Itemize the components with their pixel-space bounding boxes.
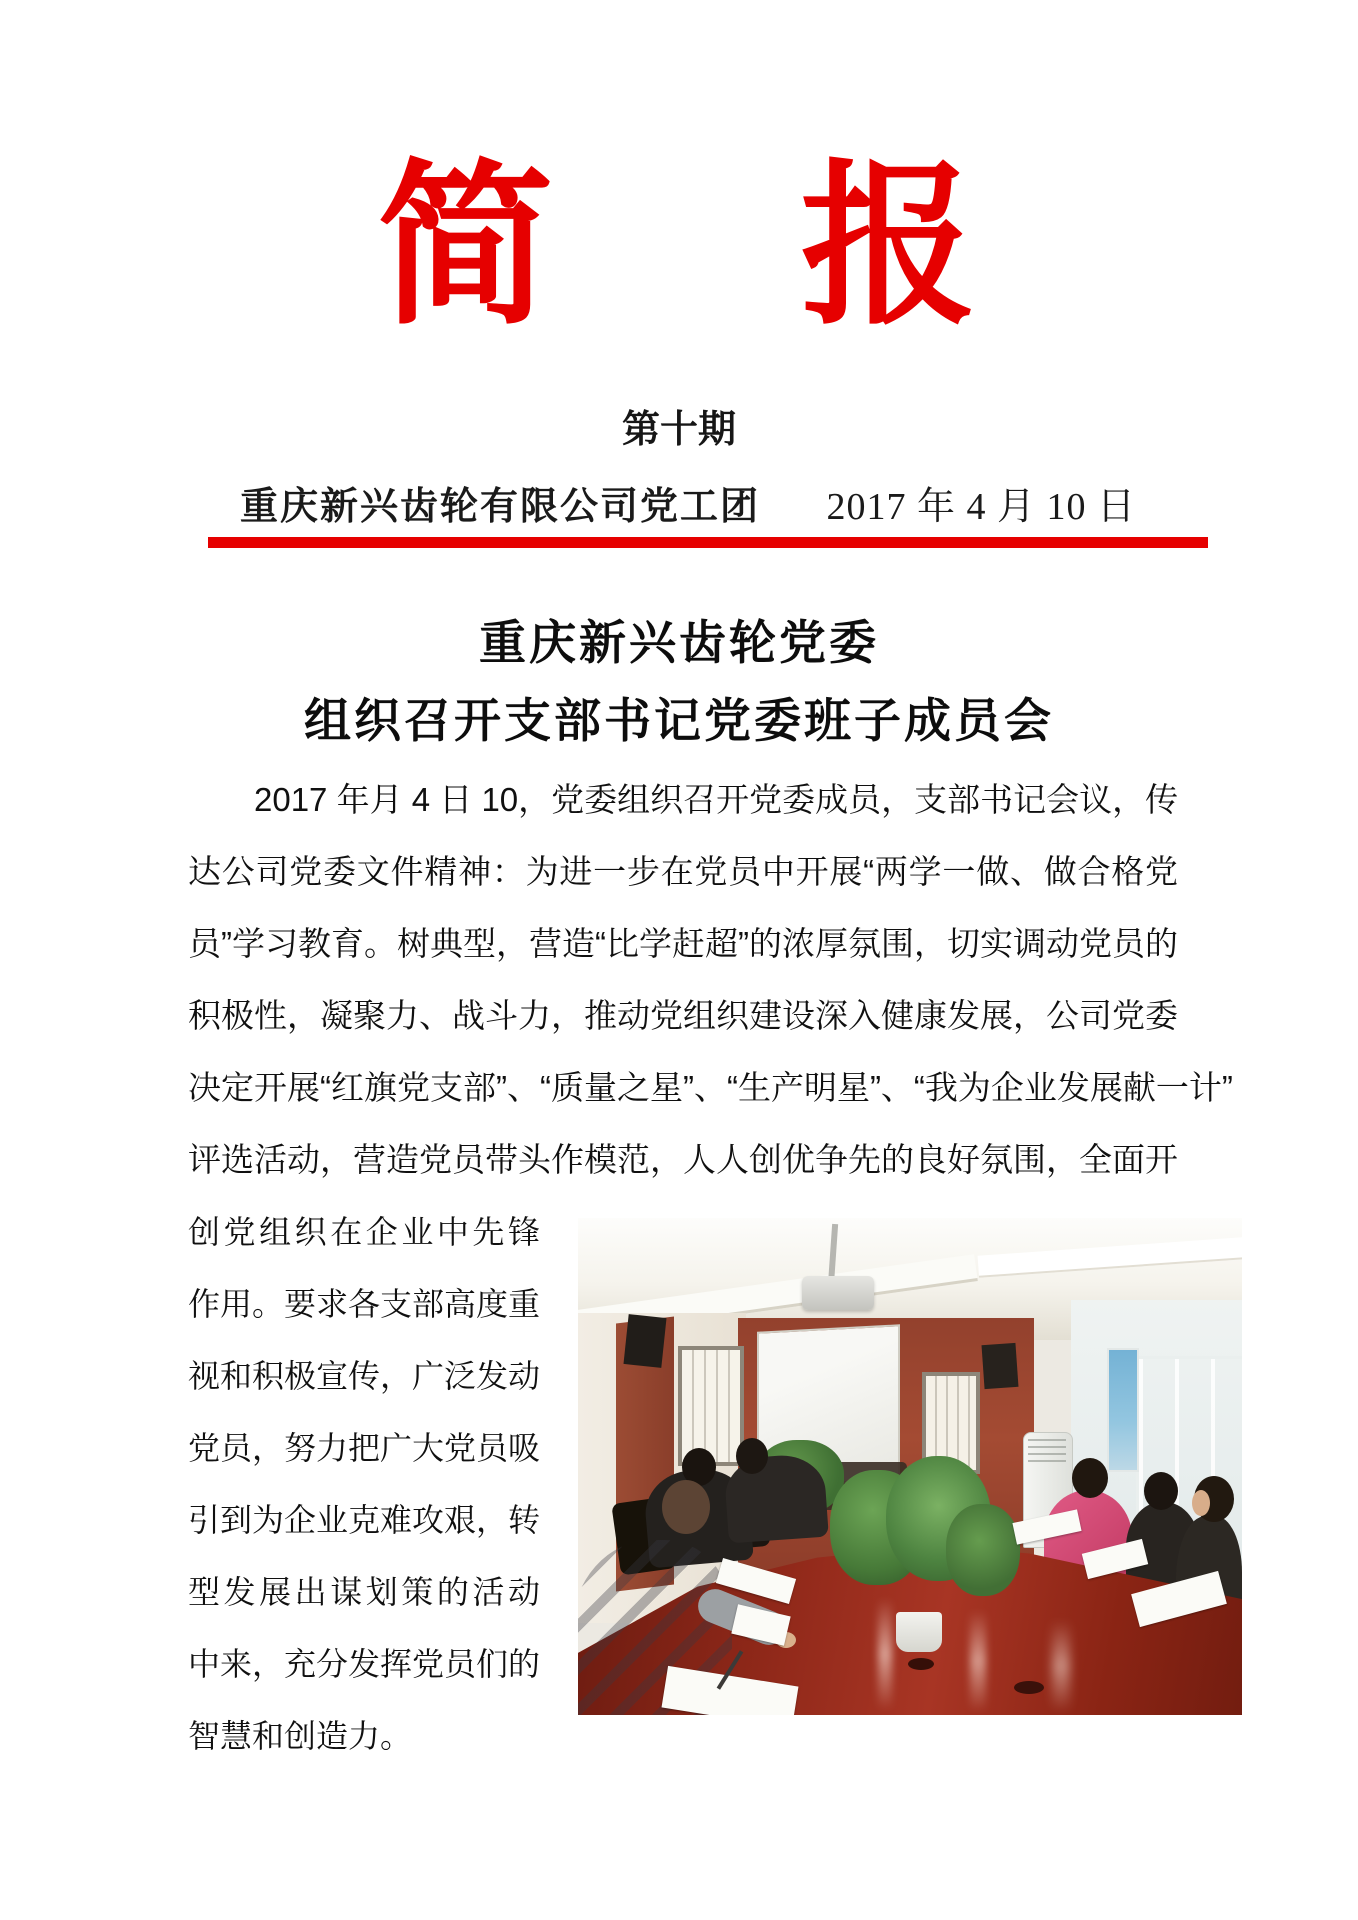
photo-person-head	[736, 1438, 768, 1474]
masthead-info-row	[208, 478, 1208, 530]
photo-table-reflection	[878, 1598, 892, 1710]
column-line: 型发展出谋划策的活动	[188, 1574, 540, 1610]
column-line: 引到为企业克难攻艰，转	[188, 1502, 541, 1538]
photo-person-head	[1144, 1472, 1178, 1510]
photo-calligraphy-frame	[678, 1346, 744, 1466]
body-line: 达公司党委文件精神：为进一步在党员中开展“两学一做、做合格党	[188, 853, 1178, 890]
body-line: 员”学习教育。树典型，营造“比学赶超”的浓厚氛围，切实调动党员的	[188, 925, 1178, 962]
photo-table-grommet	[908, 1658, 934, 1670]
bulletin-title: 简 报	[377, 151, 981, 346]
column-line: 中来，充分发挥党员们的	[188, 1646, 541, 1682]
column-line: 视和积极宣传，广泛发动	[188, 1358, 541, 1394]
article-body-wrap-column	[188, 1196, 540, 1772]
body-line: 评选活动，营造党员带头作模范，人人创优争先的良好氛围，全面开	[188, 1141, 1178, 1178]
photo-table-grommet	[1014, 1681, 1044, 1694]
body-line: 决定开展“红旗党支部”、“质量之星”、“生产明星”、“我为企业发展献一计”	[188, 1069, 1233, 1106]
photo-plant	[946, 1504, 1020, 1596]
article-body	[188, 764, 1233, 1196]
body-line: 积极性，凝聚力、战斗力，推动党组织建设深入健康发展，公司党委	[188, 997, 1178, 1034]
meeting-room-photo	[578, 1218, 1242, 1715]
column-line: 创党组织在企业中先锋	[188, 1214, 540, 1250]
photo-projector	[802, 1276, 874, 1310]
headline-line-1: 重庆新兴齿轮党委	[479, 616, 879, 669]
photo-person-head	[662, 1480, 710, 1534]
photo-table-reflection	[1052, 1620, 1070, 1712]
photo-person-head	[1072, 1458, 1108, 1498]
issue-number: 第十期	[621, 409, 736, 451]
article-headline	[0, 604, 1358, 760]
column-line: 智慧和创造力。	[188, 1718, 413, 1754]
headline-line-2: 组织召开支部书记党委班子成员会	[304, 694, 1054, 747]
photo-air-conditioner-vent	[1028, 1439, 1066, 1465]
column-line: 作用。要求各支部高度重	[188, 1286, 541, 1322]
issue-date: 2017 年 4 月 10 日	[826, 486, 1136, 528]
photo-person-face	[1192, 1490, 1210, 1516]
photo-plant-pot	[896, 1612, 942, 1652]
red-divider-rule	[208, 537, 1208, 548]
photo-table-reflection	[970, 1610, 986, 1712]
photo-speaker	[982, 1343, 1019, 1389]
body-line: 2017 年月 4 日 10，党委组织召开党委成员，支部书记会议，传	[254, 781, 1179, 818]
organization-name: 重庆新兴齿轮有限公司党工团	[240, 486, 761, 528]
photo-speaker	[623, 1314, 666, 1368]
photo-wall-poster	[1107, 1348, 1139, 1472]
column-line: 党员，努力把广大党员吸	[188, 1430, 541, 1466]
